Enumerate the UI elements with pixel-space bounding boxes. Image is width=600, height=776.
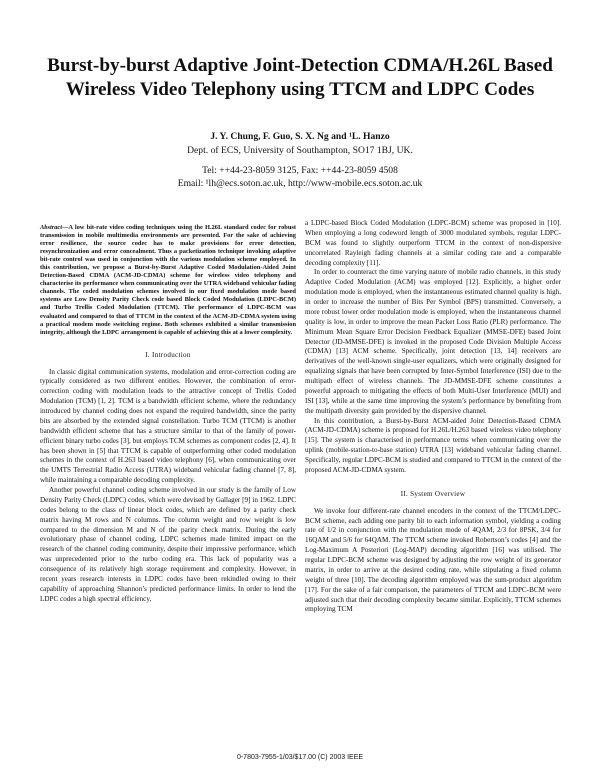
intro-paragraph-5: In this contribution, a Burst-by-Burst ACM-aided Joint Detection-Based CDMA (ACM-JD-CDMA) scheme is proposed for H.26L/H.263 based wireless video telephony [15]. The system is characterised in performance terms when communicating over the uplink (mobile-station-to-base station) UTRA [13] wideband vehicular fading channel. Specifically, regular LDPC-BCM is studied and compared to TTCM in the context of the proposed ACM-JD-CDMA system. xyxy=(305,416,561,474)
section-heading-introduction: I. Introduction xyxy=(145,350,191,359)
section-heading-system-overview: II. System Overview xyxy=(400,489,466,498)
right-column xyxy=(305,219,561,615)
paper-title: Burst-by-burst Adaptive Joint-Detection CDMA/H.26L Based Wireless Video Telephony using TTCM and LDPC Codes xyxy=(47,55,553,100)
intro-paragraph-3: a LDPC-based Block Coded Modulation (LDPC-BCM) scheme was proposed in [10]. When employing a long codeword length of 3000 modulated symbols, regular LDPC-BCM was found to slightly outperform TTCM in the context of non-dispersive uncorrelated Rayleigh fading channels at a similar coding rate and a comparable decoding complexity [11]. xyxy=(305,219,561,267)
contact-block xyxy=(30,164,570,190)
system-overview-paragraph: We invoke four different-rate channel encoders in the context of the TTCM/LDPC-BCM scheme, each adding one parity bit to each information symbol, yielding a coding rate of 1/2 in conjunction with the modulation mode of 4QAM, 2/3 for 8PSK, 3/4 for 16QAM and 5/6 for 64QAM. The TTCM scheme invoked Robertson’s codes [4] and the Log-Maximum A Posteriori (Log-MAP) decoding algorithm [16] was utilised. The regular LDPC-BCM scheme was designed by adjusting the row weight of its generator matrix, in order to arrive at the desired coding rate, while stipulating a fixed column weight of three [10]. The decoding algorithm employed was the sum-product algorithm [17]. For the sake of a fair comparison, the parameters of TTCM and LDPC-BCM were adjusted such that their decoding complexity became similar. Explicitly, TTCM schemes employing TCM xyxy=(305,506,561,614)
copyright-footer: 0-7803-7955-1/03/$17.00 (C) 2003 IEEE xyxy=(236,754,364,761)
abstract xyxy=(40,224,296,337)
email-web: Email: ¹lh@ecs.soton.ac.uk, http://www-mobile.ecs.soton.ac.uk xyxy=(177,178,423,189)
affiliation: Dept. of ECS, University of Southampton, SO17 1BJ, UK. xyxy=(187,145,413,156)
phone-fax: Tel: ++44-23-8059 3125, Fax: ++44-23-8059 4508 xyxy=(202,165,398,176)
author-block xyxy=(30,130,570,158)
intro-paragraph-4: In order to counteract the time varying nature of mobile radio channels, in this study Adaptive Coded Modulation (ACM) was employed [12]. Explicitly, a higher order modulation mode is employed, when the instantaneous estimated channel quality is high, in order to increase the number of Bits Per Symbol (BPS) transmitted. Conversely, a more robust lower order modulation mode is employed, when the instantaneous channel quality is low, in order to improve the mean Packet Loss Ratio (PLR) performance. The Minimum Mean Square Error Decision Feedback Equalizer (MMSE-DFE) based Joint Detector (JD-MMSE-DFE) is invoked in the proposed Code Division Multiple Access (CDMA) [13] ACM scheme. Specifically, joint detection [13, 14] receivers are derivatives of the well-known single-user equalizers, which were originally designed for equalizing signals that have been corrupted by Inter-Symbol Interference (ISI) due to the multipath effect of wireless channels. The JD-MMSE-DFE scheme constitutes a powerful approach to mitigating the effects of both Multi-User Interference (MUI) and ISI [13], while at the same time improving the system’s performance by benefiting from the multipath diversity gain provided by the dispersive channel. xyxy=(305,268,561,415)
abstract-label: Abstract xyxy=(40,224,63,231)
left-column xyxy=(40,224,296,605)
author-names: J. Y. Chung, F. Guo, S. X. Ng and ¹L. Hanzo xyxy=(210,131,390,142)
intro-paragraph-1: In classic digital communication systems, modulation and error-correction coding are typically considered as two different entities. However, the combination of error-correction coding with modulation leads to the attractive concept of Trellis Coded Modulation (TCM) [1, 2]. TCM is a bandwidth efficient scheme, where the redundancy introduced by channel coding does not expand the required bandwidth, since the parity bits are absorbed by the extended signal constellation. Turbo TCM (TTCM) is another bandwidth efficient scheme that has a structure similar to that of the family of power-efficient binary turbo codes [3], but employs TCM schemes as component codes [2, 4]. It has been shown in [5] that TTCM is capable of outperforming other coded modulation schemes in the context of H.263 based video telephony [6], when communicating over the UMTS Terrestrial Radio Access (UTRA) wideband vehicular fading channel [7, 8], while maintaining a comparable decoding complexity. xyxy=(40,367,296,485)
abstract-text: —A low bit-rate video coding techniques using the H.26L standard codec for robust transmission in mobile multimedia environments are presented. For the sake of achieving error resilience, the source codec has to make provisions for error detection, resynchronization and error concealment. Thus a packetization technique invoking adaptive bit-rate control was used in conjunction with the various modulation scheme employed. In this contribution, we propose a Burst-by-Burst Adaptive Coded Modulation-Aided Joint Detection-Based CDMA (ACM-JD-CDMA) scheme for wireless video telephony and characterise its performance when communicating over the UTRA wideband vehicular fading channels. The coded modulation schemes involved in our fixed modulation mode based systems are Low Density Parity Check code based Block Coded Modulation (LDPC-BCM) and Turbo Trellis Coded Modulation (TTCM). The performance of LDPC-BCM was evaluated and compared to that of TTCM in the context of the ACM-JD-CDMA system using a practical modem mode switching regime. Both schemes exhibited a similar transmission integrity, although the LDPC arrangement is capable of achieving this at a lower complexity. xyxy=(40,224,296,336)
intro-paragraph-2: Another powerful channel coding scheme involved in our study is the family of Low Density Parity Check (LDPC) codes, which were devised by Gallager [9] in 1962. LDPC codes belong to the class of linear block codes, which are defined by a parity check matrix having M rows and N columns. The column weight and row weight is low compared to the dimension M and N of the parity check matrix. During the early evolutionary phase of channel coding, LDPC schemes made limited impact on the research of the channel coding community, despite their impressive performance, which was unprecedented prior to the turbo coding era. This lack of popularity was a consequence of its relatively high storage requirement and complexity. However, in recent years research interests in LDPC codes have been rekindled owing to their capability of approaching Shannon’s predicted performance limits. In order to lend the LDPC codes a high spectral efficiency, xyxy=(40,486,296,603)
